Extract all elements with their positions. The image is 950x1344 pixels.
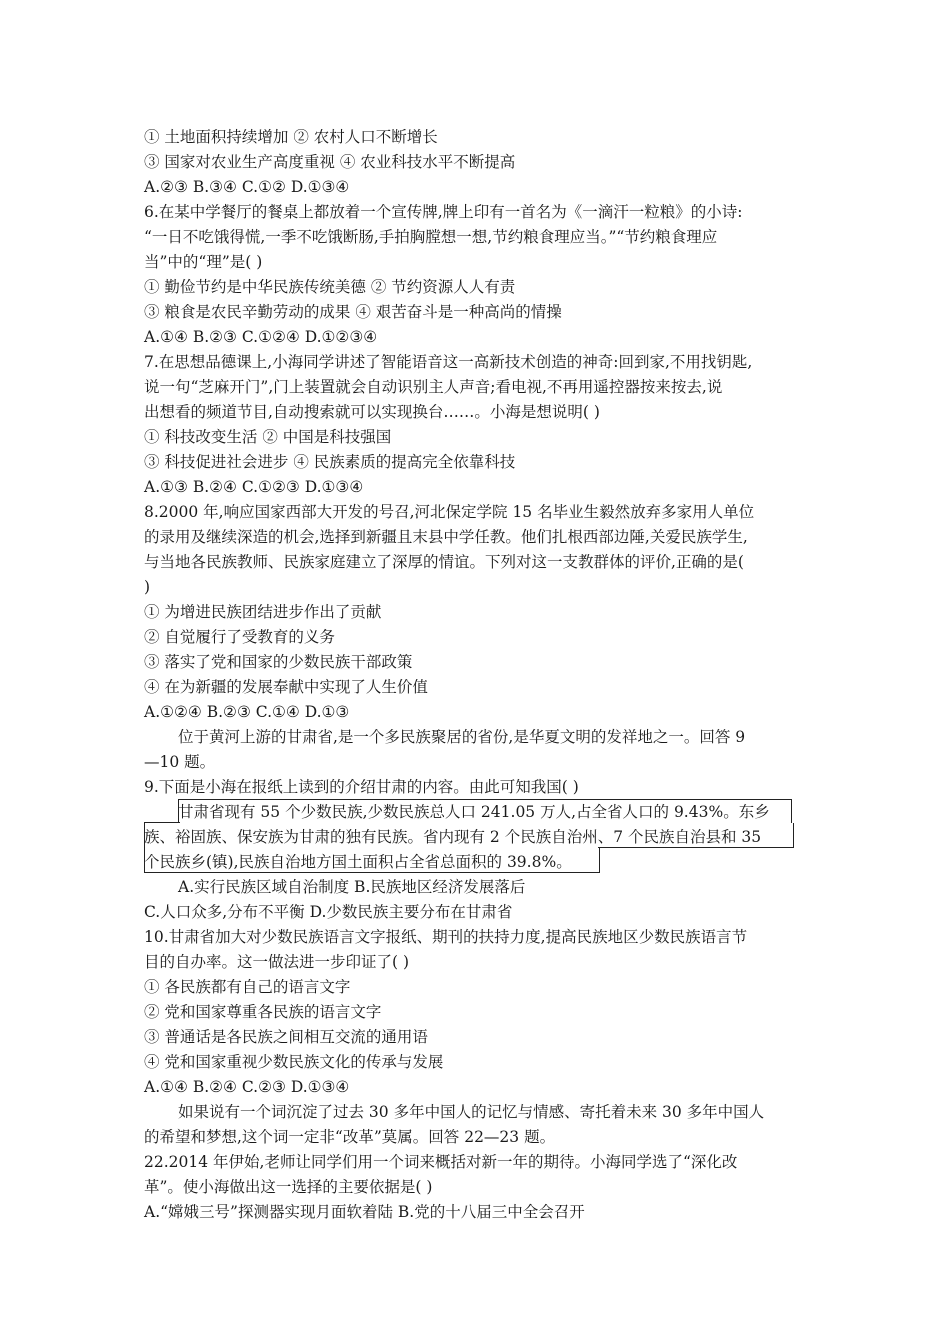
text-line: A.①③ B.②④ C.①②③ D.①③④: [144, 478, 364, 496]
text-line: ③ 落实了党和国家的少数民族干部政策: [144, 653, 413, 671]
text-line: ① 各民族都有自己的语言文字: [144, 978, 351, 996]
text-line: 与当地各民族教师、民族家庭建立了深厚的情谊。下列对这一支教群体的评价,正确的是(: [144, 553, 744, 571]
passage-intro: 如果说有一个词沉淀了过去 30 多年中国人的记忆与情感、寄托着未来 30 多年中国人: [178, 1103, 765, 1121]
text-line: A.①④ B.②③ C.①②④ D.①②③④: [144, 328, 378, 346]
text-line: ① 土地面积持续增加 ② 农村人口不断增长: [144, 128, 438, 146]
quote-box-text: 族、裕固族、保安族为甘肃的独有民族。省内现有 2 个民族自治州、7 个民族自治县和 35: [144, 828, 762, 846]
text-line: A.①②④ B.②③ C.①④ D.①③: [144, 703, 350, 721]
question-7: 7.在思想品德课上,小海同学讲述了智能语音这一高新技术创造的神奇:回到家,不用找钥匙,: [144, 353, 753, 371]
quote-box-text: 甘肃省现有 55 个少数民族,少数民族总人口 241.05 万人,占全省人口的 9.43%。东乡: [178, 803, 770, 821]
text-line: A.实行民族区域自治制度 B.民族地区经济发展落后: [178, 878, 526, 896]
text-line: 当”中的“理”是( ): [144, 253, 263, 271]
text-line: 的录用及继续深造的机会,选择到新疆且末县中学任教。他们扎根西部边陲,关爱民族学生,: [144, 528, 748, 546]
quote-box-border: [144, 822, 180, 824]
text-line: ④ 党和国家重视少数民族文化的传承与发展: [144, 1053, 444, 1071]
text-line: ④ 在为新疆的发展奉献中实现了人生价值: [144, 678, 428, 696]
question-6: 6.在某中学餐厅的餐桌上都放着一个宣传牌,牌上印有一首名为《一滴汗一粒粮》的小诗:: [144, 203, 743, 221]
text-line: —10 题。: [144, 753, 216, 771]
text-line: ② 自觉履行了受教育的义务: [144, 628, 335, 646]
question-8: 8.2000 年,响应国家西部大开发的号召,河北保定学院 15 名毕业生毅然放弃多家用人单位: [144, 503, 755, 521]
text-line: 出想看的频道节目,自动搜索就可以实现换台……。小海是想说明( ): [144, 403, 600, 421]
text-line: A.“嫦娥三号”探测器实现月面软着陆 B.党的十八届三中全会召开: [144, 1203, 585, 1221]
text-line: ① 科技改变生活 ② 中国是科技强国: [144, 428, 392, 446]
question-22: 22.2014 年伊始,老师让同学们用一个词来概括对新一年的期待。小海同学选了“深化改: [144, 1153, 738, 1171]
text-line: ① 勤俭节约是中华民族传统美德 ② 节约资源人人有责: [144, 278, 516, 296]
question-10: 10.甘肃省加大对少数民族语言文字报纸、期刊的扶持力度,提高民族地区少数民族语言节: [144, 928, 748, 946]
text-line: A.①④ B.②④ C.②③ D.①③④: [144, 1078, 350, 1096]
text-line: C.人口众多,分布不平衡 D.少数民族主要分布在甘肃省: [144, 903, 513, 921]
text-line: ③ 科技促进社会进步 ④ 民族素质的提高完全依靠科技: [144, 453, 516, 471]
text-line: ③ 国家对农业生产高度重视 ④ 农业科技水平不断提高: [144, 153, 516, 171]
passage-intro: 位于黄河上游的甘肃省,是一个多民族聚居的省份,是华夏文明的发祥地之一。回答 9: [178, 728, 746, 746]
text-line: ③ 粮食是农民辛勤劳动的成果 ④ 艰苦奋斗是一种高尚的情操: [144, 303, 562, 321]
text-line: “一日不吃饿得慌,一季不吃饿断肠,手拍胸膛想一想,节约粮食理应当。”“节约粮食理应: [144, 228, 718, 246]
text-line: 说一句“芝麻开门”,门上装置就会自动识别主人声音;看电视,不再用遥控器按来按去,说: [144, 378, 723, 396]
text-line: ① 为增进民族团结进步作出了贡献: [144, 603, 382, 621]
question-9: 9.下面是小海在报纸上读到的介绍甘肃的内容。由此可知我国( ): [144, 778, 579, 796]
text-line: ): [144, 578, 151, 596]
text-line: 革”。使小海做出这一选择的主要依据是( ): [144, 1178, 433, 1196]
text-line: A.②③ B.③④ C.①② D.①③④: [144, 178, 350, 196]
text-line: 目的自办率。这一做法进一步印证了( ): [144, 953, 410, 971]
text-line: ③ 普通话是各民族之间相互交流的通用语: [144, 1028, 428, 1046]
text-line: 的希望和梦想,这个词一定非“改革”莫属。回答 22—23 题。: [144, 1128, 556, 1146]
quote-box-text: 个民族乡(镇),民族自治地方国土面积占全省总面积的 39.8%。: [144, 853, 572, 871]
text-line: ② 党和国家尊重各民族的语言文字: [144, 1003, 382, 1021]
